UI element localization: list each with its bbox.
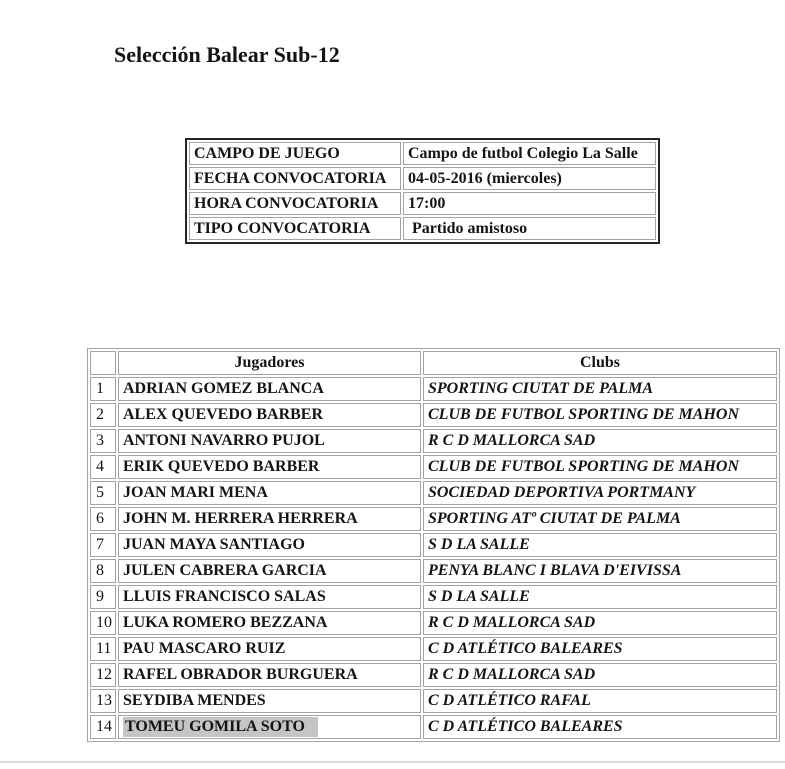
table-row	[90, 403, 777, 427]
table-row	[90, 559, 777, 583]
clubs-column-header: Clubs	[423, 351, 777, 375]
players-column-header: Jugadores	[118, 351, 421, 375]
info-label: CAMPO DE JUEGO	[189, 142, 401, 165]
player-number-cell: 14	[90, 715, 116, 739]
player-club-cell: CLUB DE FUTBOL SPORTING DE MAHON	[423, 455, 777, 479]
info-value: Partido amistoso	[403, 217, 656, 240]
player-name-cell: ALEX QUEVEDO BARBER	[118, 403, 421, 427]
player-club-cell: SPORTING ATº CIUTAT DE PALMA	[423, 507, 777, 531]
player-number-cell: 4	[90, 455, 116, 479]
player-name-cell: JOAN MARI MENA	[118, 481, 421, 505]
selected-text-highlight: TOMEU GOMILA SOTO	[123, 717, 318, 737]
info-row-tipo	[189, 217, 656, 240]
page-title: Selección Balear Sub-12	[114, 42, 340, 67]
info-row-campo	[189, 142, 656, 165]
player-name-cell: SEYDIBA MENDES	[118, 689, 421, 713]
table-row	[90, 663, 777, 687]
player-name-cell: ANTONI NAVARRO PUJOL	[118, 429, 421, 453]
player-club-cell: SPORTING CIUTAT DE PALMA	[423, 377, 777, 401]
table-row	[90, 585, 777, 609]
player-number-cell: 2	[90, 403, 116, 427]
player-club-cell: S D LA SALLE	[423, 585, 777, 609]
player-name-cell: PAU MASCARO RUIZ	[118, 637, 421, 661]
player-name-cell: JULEN CABRERA GARCIA	[118, 559, 421, 583]
info-value: 17:00	[403, 192, 656, 215]
player-name-cell: LLUIS FRANCISCO SALAS	[118, 585, 421, 609]
table-row	[90, 611, 777, 635]
player-club-cell: S D LA SALLE	[423, 533, 777, 557]
player-number-cell: 9	[90, 585, 116, 609]
table-row	[90, 455, 777, 479]
table-row	[90, 429, 777, 453]
player-number-cell: 12	[90, 663, 116, 687]
info-row-fecha	[189, 167, 656, 190]
player-club-cell: R C D MALLORCA SAD	[423, 611, 777, 635]
info-label: TIPO CONVOCATORIA	[189, 217, 401, 240]
players-table	[87, 348, 780, 742]
player-number-cell: 7	[90, 533, 116, 557]
table-row	[90, 715, 777, 739]
info-label: HORA CONVOCATORIA	[189, 192, 401, 215]
player-club-cell: C D ATLÉTICO BALEARES	[423, 637, 777, 661]
player-number-cell: 11	[90, 637, 116, 661]
player-name-cell: LUKA ROMERO BEZZANA	[118, 611, 421, 635]
players-table-body	[90, 377, 777, 739]
player-number-cell: 13	[90, 689, 116, 713]
player-club-cell: R C D MALLORCA SAD	[423, 429, 777, 453]
player-club-cell: C D ATLÉTICO RAFAL	[423, 689, 777, 713]
player-name-cell: JOHN M. HERRERA HERRERA	[118, 507, 421, 531]
players-header-row	[90, 351, 777, 375]
table-row	[90, 377, 777, 401]
player-club-cell: SOCIEDAD DEPORTIVA PORTMANY	[423, 481, 777, 505]
player-club-cell: R C D MALLORCA SAD	[423, 663, 777, 687]
player-club-cell: C D ATLÉTICO BALEARES	[423, 715, 777, 739]
table-row	[90, 507, 777, 531]
player-number-cell: 1	[90, 377, 116, 401]
player-number-cell: 5	[90, 481, 116, 505]
player-name-cell: RAFEL OBRADOR BURGUERA	[118, 663, 421, 687]
number-column-header	[90, 351, 116, 375]
table-row	[90, 637, 777, 661]
player-name-cell: ERIK QUEVEDO BARBER	[118, 455, 421, 479]
player-number-cell: 3	[90, 429, 116, 453]
table-row	[90, 533, 777, 557]
player-number-cell: 8	[90, 559, 116, 583]
info-row-hora	[189, 192, 656, 215]
info-value: Campo de futbol Colegio La Salle	[403, 142, 656, 165]
player-name-cell: ADRIAN GOMEZ BLANCA	[118, 377, 421, 401]
table-row	[90, 481, 777, 505]
info-label: FECHA CONVOCATORIA	[189, 167, 401, 190]
convocatoria-info-table	[185, 138, 660, 244]
player-club-cell: CLUB DE FUTBOL SPORTING DE MAHON	[423, 403, 777, 427]
player-club-cell: PENYA BLANC I BLAVA D'EIVISSA	[423, 559, 777, 583]
page-bottom-separator	[0, 761, 785, 763]
player-number-cell: 6	[90, 507, 116, 531]
player-name-cell: JUAN MAYA SANTIAGO	[118, 533, 421, 557]
info-value: 04-05-2016 (miercoles)	[403, 167, 656, 190]
player-name-cell	[118, 715, 421, 739]
player-number-cell: 10	[90, 611, 116, 635]
table-row	[90, 689, 777, 713]
